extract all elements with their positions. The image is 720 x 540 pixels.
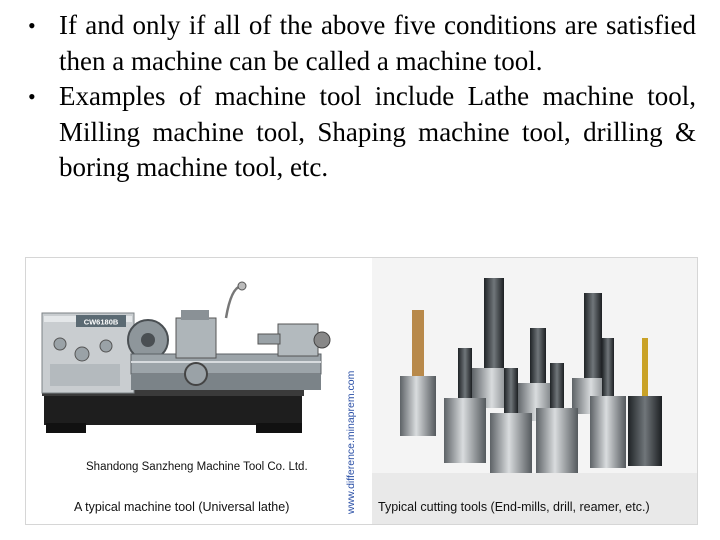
cutting-tools-illustration xyxy=(372,258,697,524)
lathe-illustration xyxy=(26,258,371,524)
company-caption: Shandong Sanzheng Machine Tool Co. Ltd. xyxy=(86,461,308,473)
tools-caption: Typical cutting tools (End-mills, drill, reamer, etc.) xyxy=(378,500,650,514)
bullet-text: Examples of machine tool include Lathe machine tool, Milling machine tool, Shaping machine tool, drilling & boring machine tool, etc. xyxy=(59,81,696,182)
model-plate: CW6180B xyxy=(83,317,119,327)
bullet-item xyxy=(28,79,696,186)
lathe-caption: A typical machine tool (Universal lathe) xyxy=(74,500,290,514)
machine-tool-figure xyxy=(25,257,698,525)
bullet-marker: • xyxy=(28,13,36,38)
bullet-list xyxy=(28,8,696,186)
cutting-tools-photo xyxy=(372,258,697,524)
bullet-item xyxy=(28,8,696,79)
bullet-marker: • xyxy=(28,84,36,109)
lathe-photo xyxy=(26,258,371,524)
bullet-text: If and only if all of the above five conditions are satisfied then a machine can be called a machine tool. xyxy=(59,10,696,76)
watermark-text: www.difference.minaprem.com xyxy=(345,370,357,514)
